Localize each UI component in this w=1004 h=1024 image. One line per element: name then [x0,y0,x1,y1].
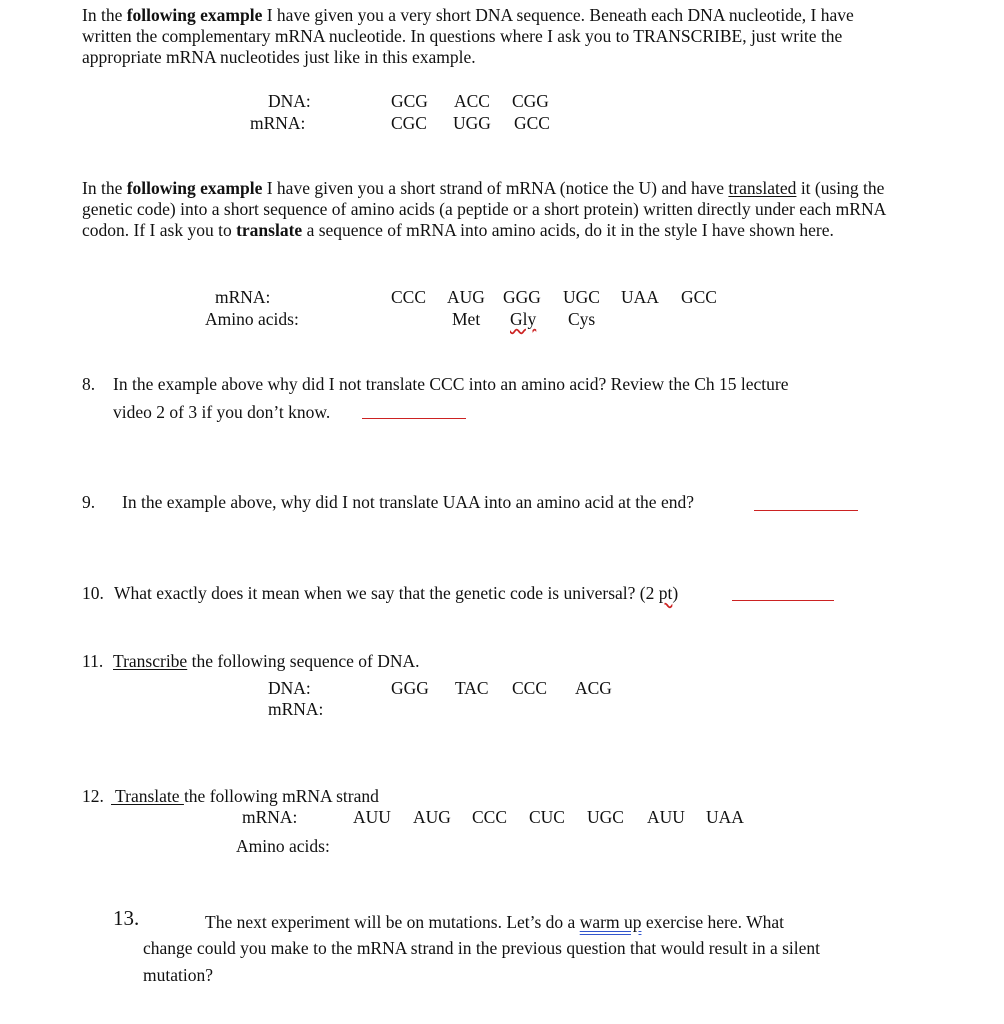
q12-codon: UAA [706,807,744,827]
q12-text-main: the following mRNA strand [183,786,379,806]
q12-amino-label: Amino acids: [236,836,330,856]
q12-codon: CCC [472,807,508,827]
intro-paragraph-2 [82,178,902,241]
q10-text [114,583,678,604]
q9-text: In the example above, why did I not translate UAA into an amino acid at the end? [122,492,694,512]
example2-codon: UGC [563,287,600,307]
example2-codon: UAA [621,287,659,307]
q8-answer-line[interactable] [362,418,466,419]
example1-mrna-label: mRNA: [250,113,306,133]
q13-warm-up: warm up [579,912,642,932]
example1-dna-label: DNA: [268,91,311,111]
example2-codon: GGG [503,287,541,307]
q11-dna-codon: ACG [575,678,612,698]
q12-codon: CUC [529,807,565,827]
example2-amino-acid: Met [452,309,481,329]
example2-amino-acid: Gly [510,309,537,329]
intro2-text-post: a sequence of mRNA into amino acids, do it in the style I have shown here. [302,220,834,240]
example1-mrna-codon: UGG [453,113,491,133]
q11-dna-codon: TAC [455,678,489,698]
q8-number: 8. [82,374,96,394]
q11-mrna-label: mRNA: [268,699,324,719]
q13-number: 13. [113,906,140,930]
q12-codon: UGC [587,807,624,827]
q13-text-pre: The next experiment will be on mutations. Let’s do a [205,912,580,932]
intro2-underlined-word: translated [728,178,797,198]
q12-underlined-word: Translate [111,786,184,806]
q11-number: 11. [82,651,104,671]
q12-text [111,786,379,807]
q11-dna-codon: CCC [512,678,548,698]
intro1-bold: following example [126,5,263,25]
q10-number: 10. [82,583,104,603]
q11-text [113,651,420,672]
q12-codon: AUG [413,807,451,827]
intro1-text-pre: In the [82,5,127,25]
q13-text-line3: mutation? [143,965,213,985]
intro-paragraph-1 [82,5,902,68]
example2-codon: CCC [391,287,427,307]
q13-text-line2: change could you make to the mRNA strand in the previous question that would result in a silent [143,938,821,958]
q11-dna-codon: GGG [391,678,429,698]
intro2-text-mid1: I have given you a short strand of mRNA (notice the U) and have [262,178,729,198]
example2-amino-label: Amino acids: [205,309,299,329]
q8-text-line1: In the example above why did I not translate CCC into an amino acid? Review the Ch 15 lecture [113,374,789,394]
q10-text-main: What exactly does it mean when we say that the genetic code is universal? (2 [114,583,659,603]
q10-answer-line[interactable] [732,600,834,601]
q11-underlined-word: Transcribe [113,651,188,671]
q9-answer-line[interactable] [754,510,858,511]
example1-dna-codon: CGG [512,91,549,111]
intro2-bold: following example [126,178,263,198]
intro2-bold-translate: translate [236,220,303,240]
example1-mrna-codon: CGC [391,113,427,133]
example2-codon: GCC [681,287,717,307]
example2-mrna-label: mRNA: [215,287,271,307]
q12-mrna-label: mRNA: [242,807,298,827]
example1-mrna-codon: GCC [514,113,550,133]
intro1-text-post: I have given you a very short DNA sequence. Beneath each DNA nucleotide, I have written the complementary mRNA nucleotide. In questions where I ask you to TRANSCRIBE, just write the appropriate mRNA nucleotides just like in this example. [82,5,854,67]
q13-text-post: exercise here. What [641,912,784,932]
q13-text-line1 [205,912,784,933]
q12-codon: AUU [647,807,685,827]
q11-dna-label: DNA: [268,678,311,698]
q8-text-line2: video 2 of 3 if you don’t know. [113,402,331,422]
q10-pt: pt [658,583,673,603]
intro2-text-pre: In the [82,178,127,198]
example1-dna-codon: GCG [391,91,428,111]
example2-amino-acid: Cys [568,309,596,329]
q10-close-paren: ) [672,583,679,603]
q11-text-main: the following sequence of DNA. [187,651,420,671]
q9-number: 9. [82,492,96,512]
q12-number: 12. [82,786,104,806]
q12-codon: AUU [353,807,391,827]
intro2-text-mid2: it (using the genetic code) into a short sequence of amino acids (a peptide or a short protein) written directly under each mRNA codon. If I ask you to [82,178,886,240]
example1-dna-codon: ACC [454,91,490,111]
example2-codon: AUG [447,287,485,307]
